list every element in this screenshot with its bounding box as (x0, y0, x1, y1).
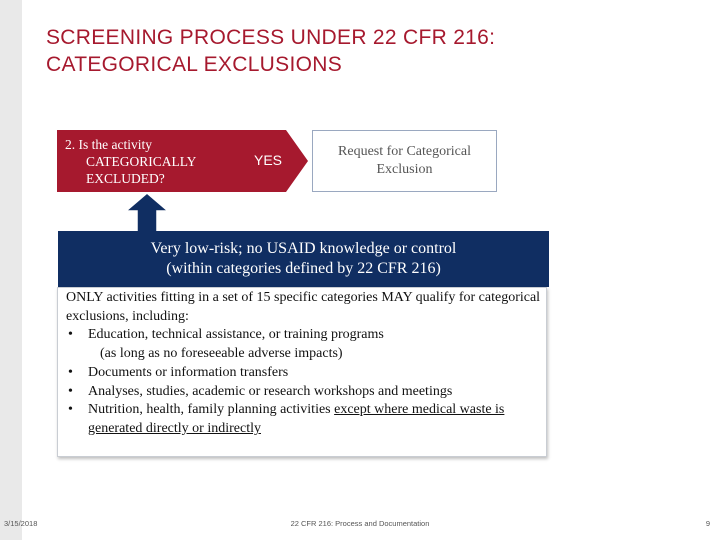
yes-label: YES (254, 152, 283, 168)
list-item (66, 326, 546, 363)
left-margin-bar (0, 0, 22, 540)
footer-date: 3/15/2018 (4, 519, 38, 528)
request-label: Request for Categorical Exclusion (338, 144, 471, 177)
low-risk-banner (58, 231, 549, 287)
up-arrow-icon (125, 192, 169, 234)
list-item-text: Education, technical assistance, or training programs (88, 327, 384, 343)
details-intro: ONLY activities fitting in a set of 15 specific categories MAY qualify for categorical exclusions, including: (66, 290, 541, 324)
footer-title: 22 CFR 216: Process and Documentation (290, 519, 430, 528)
title-line-1: SCREENING PROCESS UNDER 22 CFR 216: (46, 26, 496, 49)
title-line-2: CATEGORICAL EXCLUSIONS (46, 53, 342, 76)
low-risk-line-2: (within categories defined by 22 CFR 216) (166, 260, 441, 277)
list-item-underlined-text: except where medical waste is generated directly or indirectly (88, 402, 505, 436)
request-categorical-exclusion-box (312, 130, 497, 192)
bullet-icon: • (68, 327, 73, 343)
bullet-icon: • (68, 383, 73, 399)
list-item-text: Analyses, studies, academic or research workshops and meetings (88, 383, 453, 399)
bullet-icon: • (68, 364, 73, 380)
slide-title (46, 24, 666, 78)
question-box (57, 130, 242, 192)
question-line-3: EXCLUDED? (86, 171, 165, 186)
question-line-2: CATEGORICALLY (86, 154, 197, 169)
list-item-text: Documents or information transfers (88, 364, 289, 380)
low-risk-line-1: Very low-risk; no USAID knowledge or control (150, 240, 457, 257)
list-item-text: Nutrition, health, family planning activities (88, 402, 335, 418)
question-line-1: 2. Is the activity (65, 137, 152, 152)
list-item (66, 401, 546, 438)
bullet-icon: • (68, 402, 73, 418)
list-item (66, 383, 546, 402)
categories-details-box (57, 287, 547, 457)
list-item-note: (as long as no foreseeable adverse impacts) (100, 346, 343, 362)
footer-page-number: 9 (705, 519, 710, 528)
list-item (66, 364, 546, 383)
categories-list (66, 326, 546, 438)
